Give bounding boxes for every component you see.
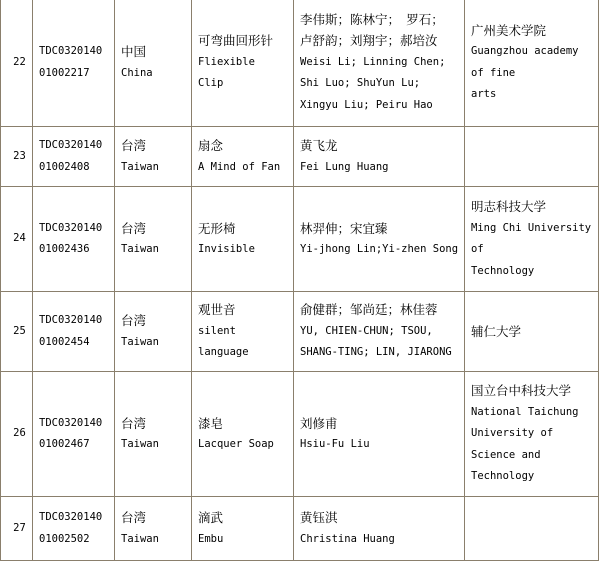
row-number: 26	[13, 427, 26, 440]
entry-code: TDC0320140	[39, 45, 103, 57]
region-cn: 台湾	[121, 138, 147, 153]
region-en: Taiwan	[121, 160, 159, 173]
institution-en: Ming Chi University	[471, 221, 592, 234]
awards-table-body	[1, 0, 599, 561]
designers-cell	[294, 372, 465, 497]
region-cell	[115, 372, 192, 497]
table-row	[1, 0, 599, 127]
entry-code: TDC0320140	[39, 221, 103, 234]
region-cn: 台湾	[121, 313, 147, 328]
designers-en: YU, CHIEN-CHUN; TSOU,	[300, 324, 433, 337]
entry-code: 01002502	[39, 532, 90, 545]
institution-cn: 辅仁大学	[471, 323, 522, 339]
institution-cell	[465, 127, 599, 187]
entry-code: 01002217	[39, 66, 90, 79]
designers-cell	[294, 0, 465, 127]
designers-cell	[294, 187, 465, 292]
entry-code: 01002408	[39, 160, 90, 173]
designers-cn: 刘修甫	[300, 415, 338, 431]
institution-en: Technology	[471, 264, 535, 277]
table-row	[1, 497, 599, 561]
row-number: 27	[13, 521, 26, 534]
title-cell	[192, 372, 294, 497]
institution-cell	[465, 372, 599, 497]
region-en: Taiwan	[121, 438, 159, 450]
designers-en: Yi-jhong Lin;Yi-zhen Song	[300, 243, 459, 255]
no-cell	[1, 292, 33, 372]
title-en: Invisible	[198, 243, 255, 255]
institution-en: arts	[471, 88, 497, 100]
title-cn: 漆皂	[198, 415, 224, 431]
title-cell	[192, 187, 294, 292]
title-cell	[192, 497, 294, 561]
designers-cn: 黄飞龙	[300, 138, 338, 153]
row-number: 25	[13, 324, 26, 337]
title-cn: 滴武	[198, 510, 224, 525]
table-row	[1, 127, 599, 187]
region-en: Taiwan	[121, 243, 159, 255]
region-cell	[115, 0, 192, 127]
entry-code: 01002454	[39, 335, 90, 348]
entry-code: 01002467	[39, 438, 90, 450]
title-cn: 可弯曲回形针	[198, 33, 274, 49]
institution-en: National Taichung	[471, 405, 579, 418]
region-cell	[115, 127, 192, 187]
institution-cell	[465, 0, 599, 127]
code-cell	[33, 497, 115, 561]
row-number: 23	[13, 149, 26, 162]
title-en: Fliexible	[198, 55, 255, 68]
title-en: Lacquer Soap	[198, 438, 274, 450]
code-cell	[33, 372, 115, 497]
entry-code: TDC0320140	[39, 416, 103, 429]
institution-cell	[465, 187, 599, 292]
title-cell	[192, 0, 294, 127]
title-cn: 扇念	[198, 138, 224, 153]
title-en: Embu	[198, 532, 224, 545]
region-en: Taiwan	[121, 532, 159, 545]
designers-cell	[294, 292, 465, 372]
no-cell	[1, 372, 33, 497]
designers-cell	[294, 127, 465, 187]
institution-cell	[465, 292, 599, 372]
title-en: language	[198, 346, 249, 359]
title-cell	[192, 292, 294, 372]
institution-en: University of	[471, 427, 554, 440]
code-cell	[33, 127, 115, 187]
designers-en: Hsiu-Fu Liu	[300, 438, 370, 450]
designers-en: Xingyu Liu; Peiru Hao	[300, 98, 433, 111]
institution-cell	[465, 497, 599, 561]
code-cell	[33, 187, 115, 292]
region-en: China	[121, 66, 153, 79]
region-cn: 台湾	[121, 510, 147, 525]
title-cell	[192, 127, 294, 187]
row-number: 24	[13, 232, 26, 245]
institution-cn: 广州美术学院	[471, 22, 547, 38]
table-row	[1, 187, 599, 292]
designers-en: SHANG-TING; LIN, JIARONG	[300, 346, 452, 359]
entry-code: TDC0320140	[39, 511, 103, 523]
table-row	[1, 372, 599, 497]
entry-code: TDC0320140	[39, 314, 103, 326]
institution-en: Guangzhou academy	[471, 45, 579, 57]
designers-en: Christina Huang	[300, 532, 395, 545]
title-en: silent	[198, 324, 236, 337]
no-cell	[1, 497, 33, 561]
entry-code: 01002436	[39, 243, 90, 255]
no-cell	[1, 0, 33, 127]
institution-en: of fine	[471, 66, 516, 79]
no-cell	[1, 127, 33, 187]
no-cell	[1, 187, 33, 292]
designers-cn: 黄钰淇	[300, 510, 338, 525]
designers-en: Weisi Li; Linning Chen;	[300, 55, 446, 68]
title-cn: 无形椅	[198, 220, 236, 236]
institution-cn: 国立台中科技大学	[471, 383, 572, 399]
code-cell	[33, 292, 115, 372]
region-cell	[115, 292, 192, 372]
row-number: 22	[13, 55, 26, 68]
designers-cn: 李伟斯；陈林宁； 罗石；	[300, 11, 444, 27]
designers-cn: 俞健群；邹尚廷；林佳蓉	[300, 302, 438, 318]
institution-cn: 明志科技大学	[471, 199, 547, 214]
region-cell	[115, 497, 192, 561]
designers-en: Shi Luo; ShuYun Lu;	[300, 77, 421, 90]
designers-en: Fei Lung Huang	[300, 160, 389, 173]
table-row	[1, 292, 599, 372]
title-en: Clip	[198, 77, 224, 90]
entry-code: TDC0320140	[39, 139, 103, 151]
designers-cn: 林羿伸；宋宜臻	[300, 220, 388, 236]
region-cn: 台湾	[121, 415, 147, 431]
title-cn: 观世音	[198, 302, 236, 318]
code-cell	[33, 0, 115, 127]
institution-en: Technology	[471, 470, 535, 483]
region-cell	[115, 187, 192, 292]
region-cn: 中国	[121, 44, 147, 59]
designers-cn: 卢舒韵；刘翔宇；郝培汝	[300, 33, 438, 49]
title-en: A Mind of Fan	[198, 160, 281, 173]
designers-cell	[294, 497, 465, 561]
region-en: Taiwan	[121, 335, 159, 348]
institution-en: of	[471, 243, 484, 255]
region-cn: 台湾	[121, 220, 147, 236]
institution-en: Science and	[471, 448, 541, 461]
